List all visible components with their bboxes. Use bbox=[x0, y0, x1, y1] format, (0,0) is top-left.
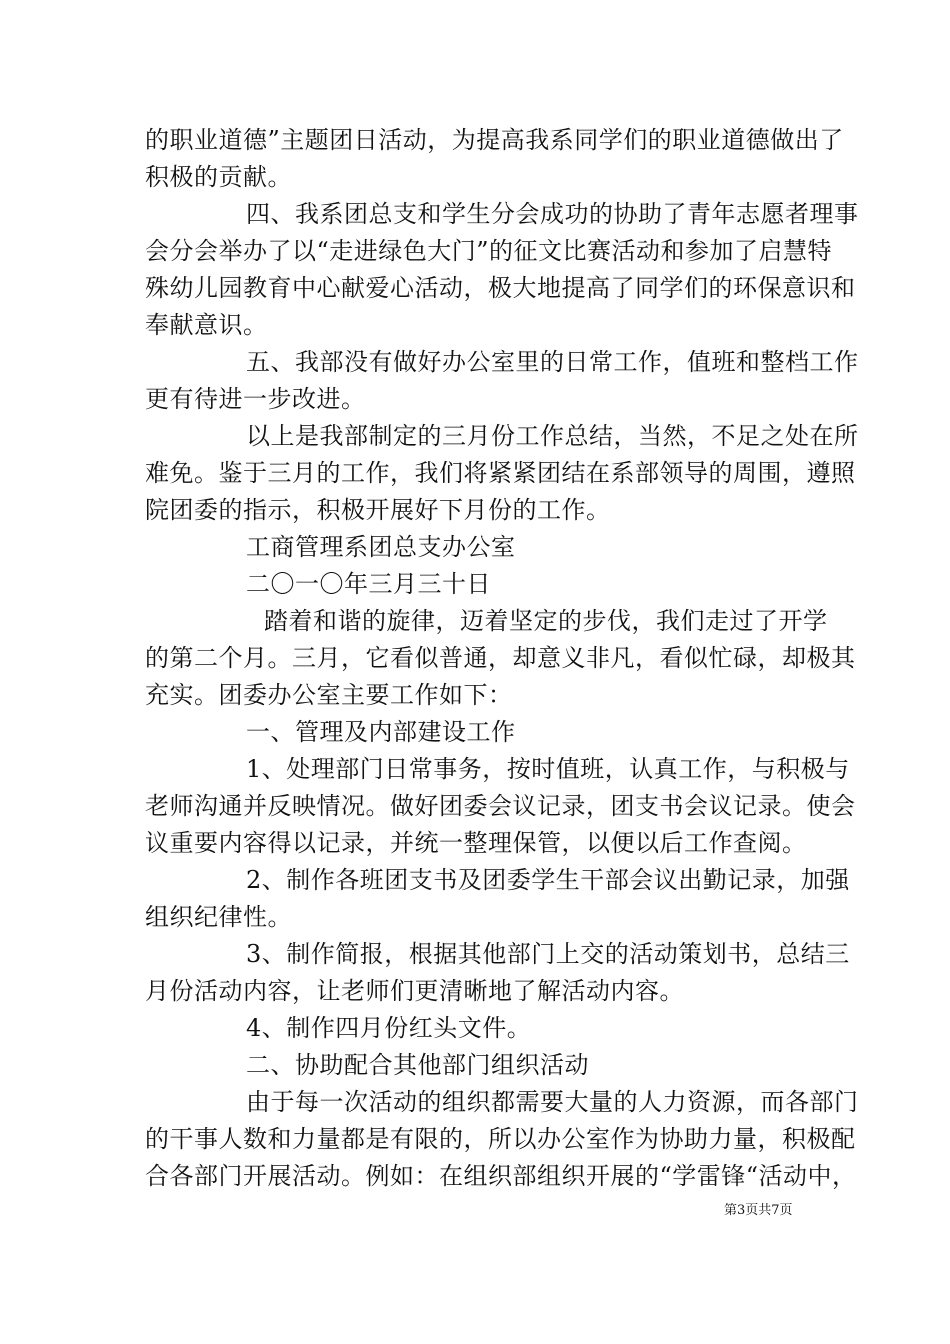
text-line: 合各部门开展活动。例如：在组织部组织开展的“学雷锋“活动中， bbox=[145, 1162, 857, 1190]
section-heading: 二、协助配合其他部门组织活动 bbox=[246, 1051, 589, 1079]
text-line: 难免。鉴于三月的工作，我们将紧紧团结在系部领导的周围，遵照 bbox=[145, 459, 856, 487]
text-line: 4、制作四月份红头文件。 bbox=[246, 1014, 532, 1042]
signature-office: 工商管理系团总支办公室 bbox=[246, 533, 516, 561]
text-line: 3、制作简报，根据其他部门上交的活动策划书，总结三 bbox=[246, 940, 850, 968]
page-number: 第3页共7页 bbox=[724, 1203, 793, 1218]
text-line: 积极的贡献。 bbox=[145, 163, 292, 191]
text-line: 奉献意识。 bbox=[145, 311, 268, 339]
text-line: 四、我系团总支和学生分会成功的协助了青年志愿者理事 bbox=[246, 200, 859, 228]
text-line: 以上是我部制定的三月份工作总结，当然，不足之处在所 bbox=[246, 422, 859, 450]
text-line: 1、处理部门日常事务，按时值班，认真工作，与积极与 bbox=[246, 755, 850, 783]
signature-date: 二〇一〇年三月三十日 bbox=[246, 570, 491, 598]
text-line: 会分会举办了以“走进绿色大门”的征文比赛活动和参加了启慧特 bbox=[145, 237, 833, 265]
text-line: 月份活动内容，让老师们更清晰地了解活动内容。 bbox=[145, 977, 684, 1005]
text-line: 院团委的指示，积极开展好下月份的工作。 bbox=[145, 496, 611, 524]
text-line: 的第二个月。三月，它看似普通，却意义非凡，看似忙碌，却极其 bbox=[145, 644, 856, 672]
text-line: 的干事人数和力量都是有限的，所以办公室作为协助力量，积极配 bbox=[145, 1125, 856, 1153]
text-line: 议重要内容得以记录，并统一整理保管，以便以后工作查阅。 bbox=[145, 829, 807, 857]
text-line: 老师沟通并反映情况。做好团委会议记录，团支书会议记录。使会 bbox=[145, 792, 856, 820]
text-line: 殊幼儿园教育中心献爱心活动，极大地提高了同学们的环保意识和 bbox=[145, 274, 856, 302]
text-line: 2、制作各班团支书及团委学生干部会议出勤记录，加强 bbox=[246, 866, 850, 894]
text-line: 组织纪律性。 bbox=[145, 903, 292, 931]
text-line: 由于每一次活动的组织都需要大量的人力资源，而各部门 bbox=[246, 1088, 859, 1116]
text-line: 的职业道德”主题团日活动，为提高我系同学们的职业道德做出了 bbox=[145, 126, 844, 154]
text-line: 五、我部没有做好办公室里的日常工作，值班和整档工作 bbox=[246, 348, 859, 376]
text-line: 充实。团委办公室主要工作如下： bbox=[145, 681, 513, 709]
section-heading: 一、管理及内部建设工作 bbox=[246, 718, 516, 746]
text-line: 踏着和谐的旋律，迈着坚定的步伐，我们走过了开学 bbox=[264, 607, 828, 635]
text-line: 更有待进一步改进。 bbox=[145, 385, 366, 413]
